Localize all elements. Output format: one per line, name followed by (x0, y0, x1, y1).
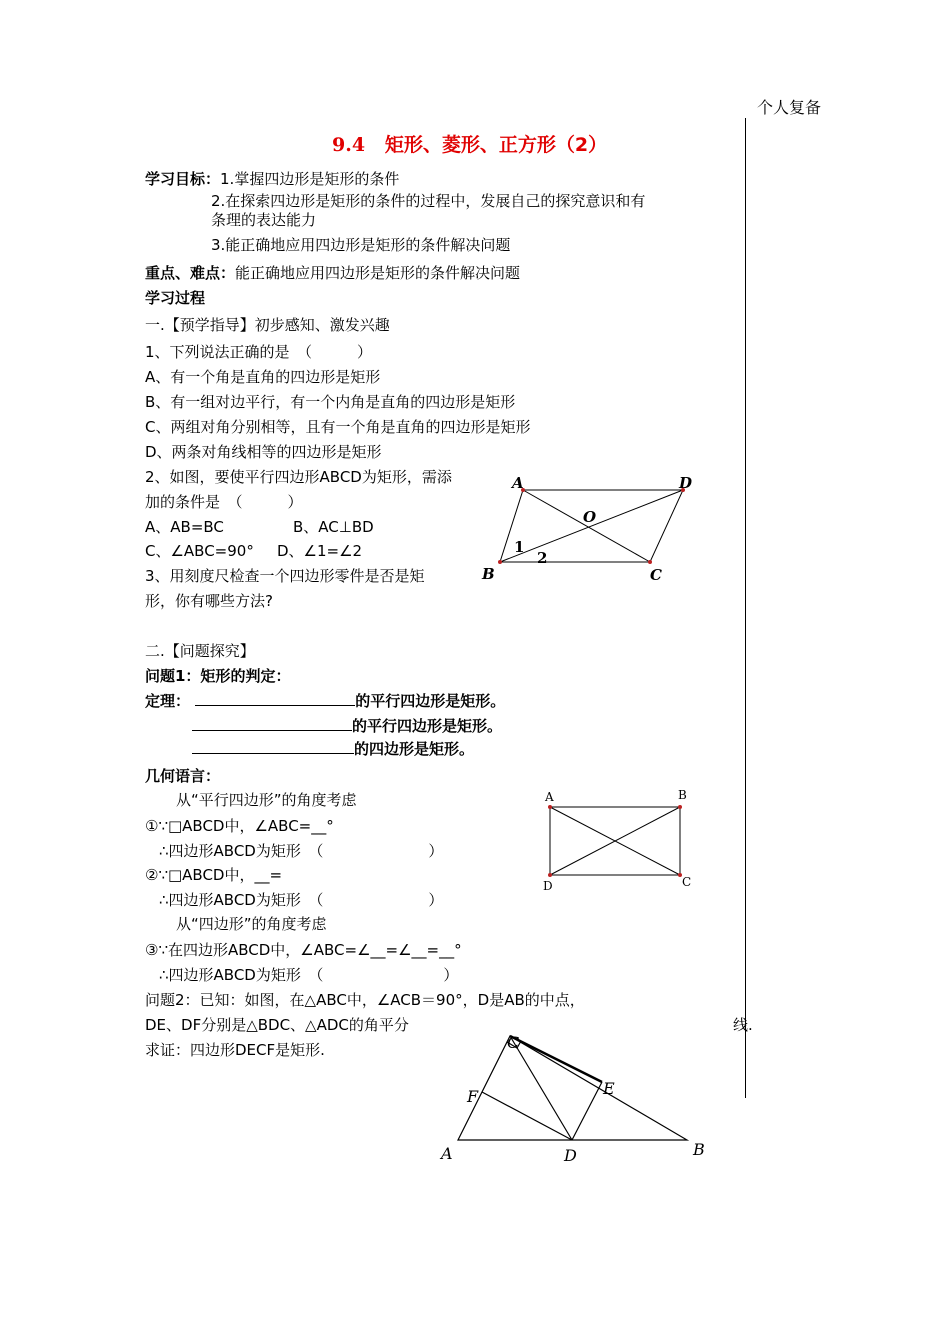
key-points (145, 263, 520, 283)
q1-stem: 1、下列说法正确的是 （ ） (145, 343, 373, 361)
problem2-line2: DE、DF分别是△BDC、△ADC的角平分 (145, 1016, 409, 1034)
theorem-label: 定理： (145, 692, 191, 710)
theorem-2 (192, 715, 502, 736)
problem2-text1: 问题2：已知：如图，在△ABC中，∠ACB＝90°，D是AB的中点， (145, 991, 585, 1009)
title-number: 9.4 (332, 134, 366, 156)
point-c (648, 560, 652, 564)
rect-point-b (678, 805, 682, 809)
q2-option-d: D、∠1=∠2 (277, 542, 363, 560)
label-angle2: 2 (537, 549, 548, 567)
q1-option-b: B、有一组对边平行，有一个内角是直角的四边形是矩形 (145, 393, 516, 411)
statement-3b: ∴四边形ABCD为矩形 （ ） (159, 966, 459, 984)
geo-lang-title: 几何语言： (145, 767, 221, 785)
objective-2a: 2.在探索四边形是矩形的条件的过程中，发展自己的探究意识和有 (211, 192, 646, 210)
q2-option-c: C、∠ABC=90° (145, 542, 254, 560)
label-o: O (583, 508, 597, 526)
section1-title: 一.【预学指导】初步感知、激发兴趣 (145, 316, 390, 334)
problem1-title: 问题1：矩形的判定： (145, 667, 291, 685)
q2-option-a: A、AB=BC (145, 518, 224, 536)
tri-label-e: E (603, 1079, 615, 1098)
page-title (332, 130, 607, 157)
tri-label-a: A (441, 1144, 453, 1163)
q3-line1: 3、用刻度尺检查一个四边形零件是否是矩 (145, 567, 425, 585)
tri-label-f: F (467, 1087, 479, 1106)
objective-3: 3.能正确地应用四边形是矩形的条件解决问题 (211, 236, 511, 254)
label-b: B (482, 565, 495, 583)
theorem-2-blank[interactable] (192, 715, 352, 731)
q2-stem-1: 2、如图，要使平行四边形ABCD为矩形，需添 (145, 468, 452, 486)
point-b (498, 560, 502, 564)
theorem-1 (145, 690, 505, 711)
bisector-de (572, 1082, 602, 1140)
view-quadrilateral: 从“四边形”的角度考虑 (176, 915, 327, 933)
statement-1a: ①∵□ABCD中，∠ABC=__° (145, 817, 334, 835)
key-points-label: 重点、难点： (145, 264, 236, 282)
rect-label-d: D (543, 879, 553, 893)
q1-option-c: C、两组对角分别相等，且有一个角是直角的四边形是矩形 (145, 418, 531, 436)
objectives-label: 学习目标： (145, 170, 221, 188)
problem2-line3: 求证：四边形DECF是矩形. (145, 1041, 325, 1059)
diagonal-bd (500, 490, 683, 562)
q3-line2: 形，你有哪些方法? (145, 592, 273, 610)
key-points-text: 能正确地应用四边形是矩形的条件解决问题 (235, 264, 521, 282)
statement-3a: ③∵在四边形ABCD中，∠ABC=∠__=∠__=__° (145, 941, 462, 959)
objective-2b: 条理的表达能力 (211, 211, 317, 229)
statement-1b: ∴四边形ABCD为矩形 （ ） (159, 842, 444, 860)
q1-option-a: A、有一个角是直角的四边形是矩形 (145, 368, 381, 386)
label-d: D (679, 474, 693, 492)
view-parallelogram: 从“平行四边形”的角度考虑 (176, 791, 357, 809)
rect-label-b: B (678, 788, 687, 802)
process-title: 学习过程 (145, 289, 206, 307)
theorem-3-blank[interactable] (192, 738, 354, 754)
problem2-line1 (145, 990, 585, 1010)
problem2-line2-tail: 线. (733, 1016, 753, 1034)
tri-label-d: D (564, 1146, 577, 1165)
rect-label-a: A (545, 790, 554, 804)
objectives-line1 (145, 169, 399, 189)
label-angle1: 1 (514, 538, 525, 556)
label-a: A (512, 474, 524, 492)
rect-point-d (548, 873, 552, 877)
figure-triangle (435, 1028, 715, 1168)
title-text: 矩形、菱形、正方形（2） (384, 134, 608, 156)
bisector-df (482, 1092, 572, 1140)
theorem-1-blank[interactable] (195, 690, 355, 706)
tri-label-c: C (507, 1033, 520, 1052)
figure-rectangle (540, 788, 700, 898)
theorem-2-tail: 的平行四边形是矩形。 (352, 717, 503, 735)
q2-stem-2: 加的条件是 （ ） (145, 493, 303, 511)
section2-title: 二.【问题探究】 (145, 642, 255, 660)
objective-1: 1.掌握四边形是矩形的条件 (220, 170, 400, 188)
theorem-1-tail: 的平行四边形是矩形。 (355, 692, 506, 710)
triangle-abc (458, 1036, 687, 1140)
statement-2a: ②∵□ABCD中，__= (145, 866, 283, 884)
margin-divider (745, 118, 746, 1098)
label-c: C (650, 566, 662, 584)
figure-parallelogram (478, 470, 708, 590)
q1-option-d: D、两条对角线相等的四边形是矩形 (145, 443, 382, 461)
header-note: 个人复备 (757, 98, 822, 117)
rect-point-a (548, 805, 552, 809)
statement-2b: ∴四边形ABCD为矩形 （ ） (159, 891, 444, 909)
rect-label-c: C (682, 875, 692, 889)
q2-option-b: B、AC⊥BD (293, 518, 374, 536)
tri-label-b: B (693, 1140, 705, 1159)
theorem-3-tail: 的四边形是矩形。 (354, 740, 475, 758)
theorem-3 (192, 738, 474, 759)
